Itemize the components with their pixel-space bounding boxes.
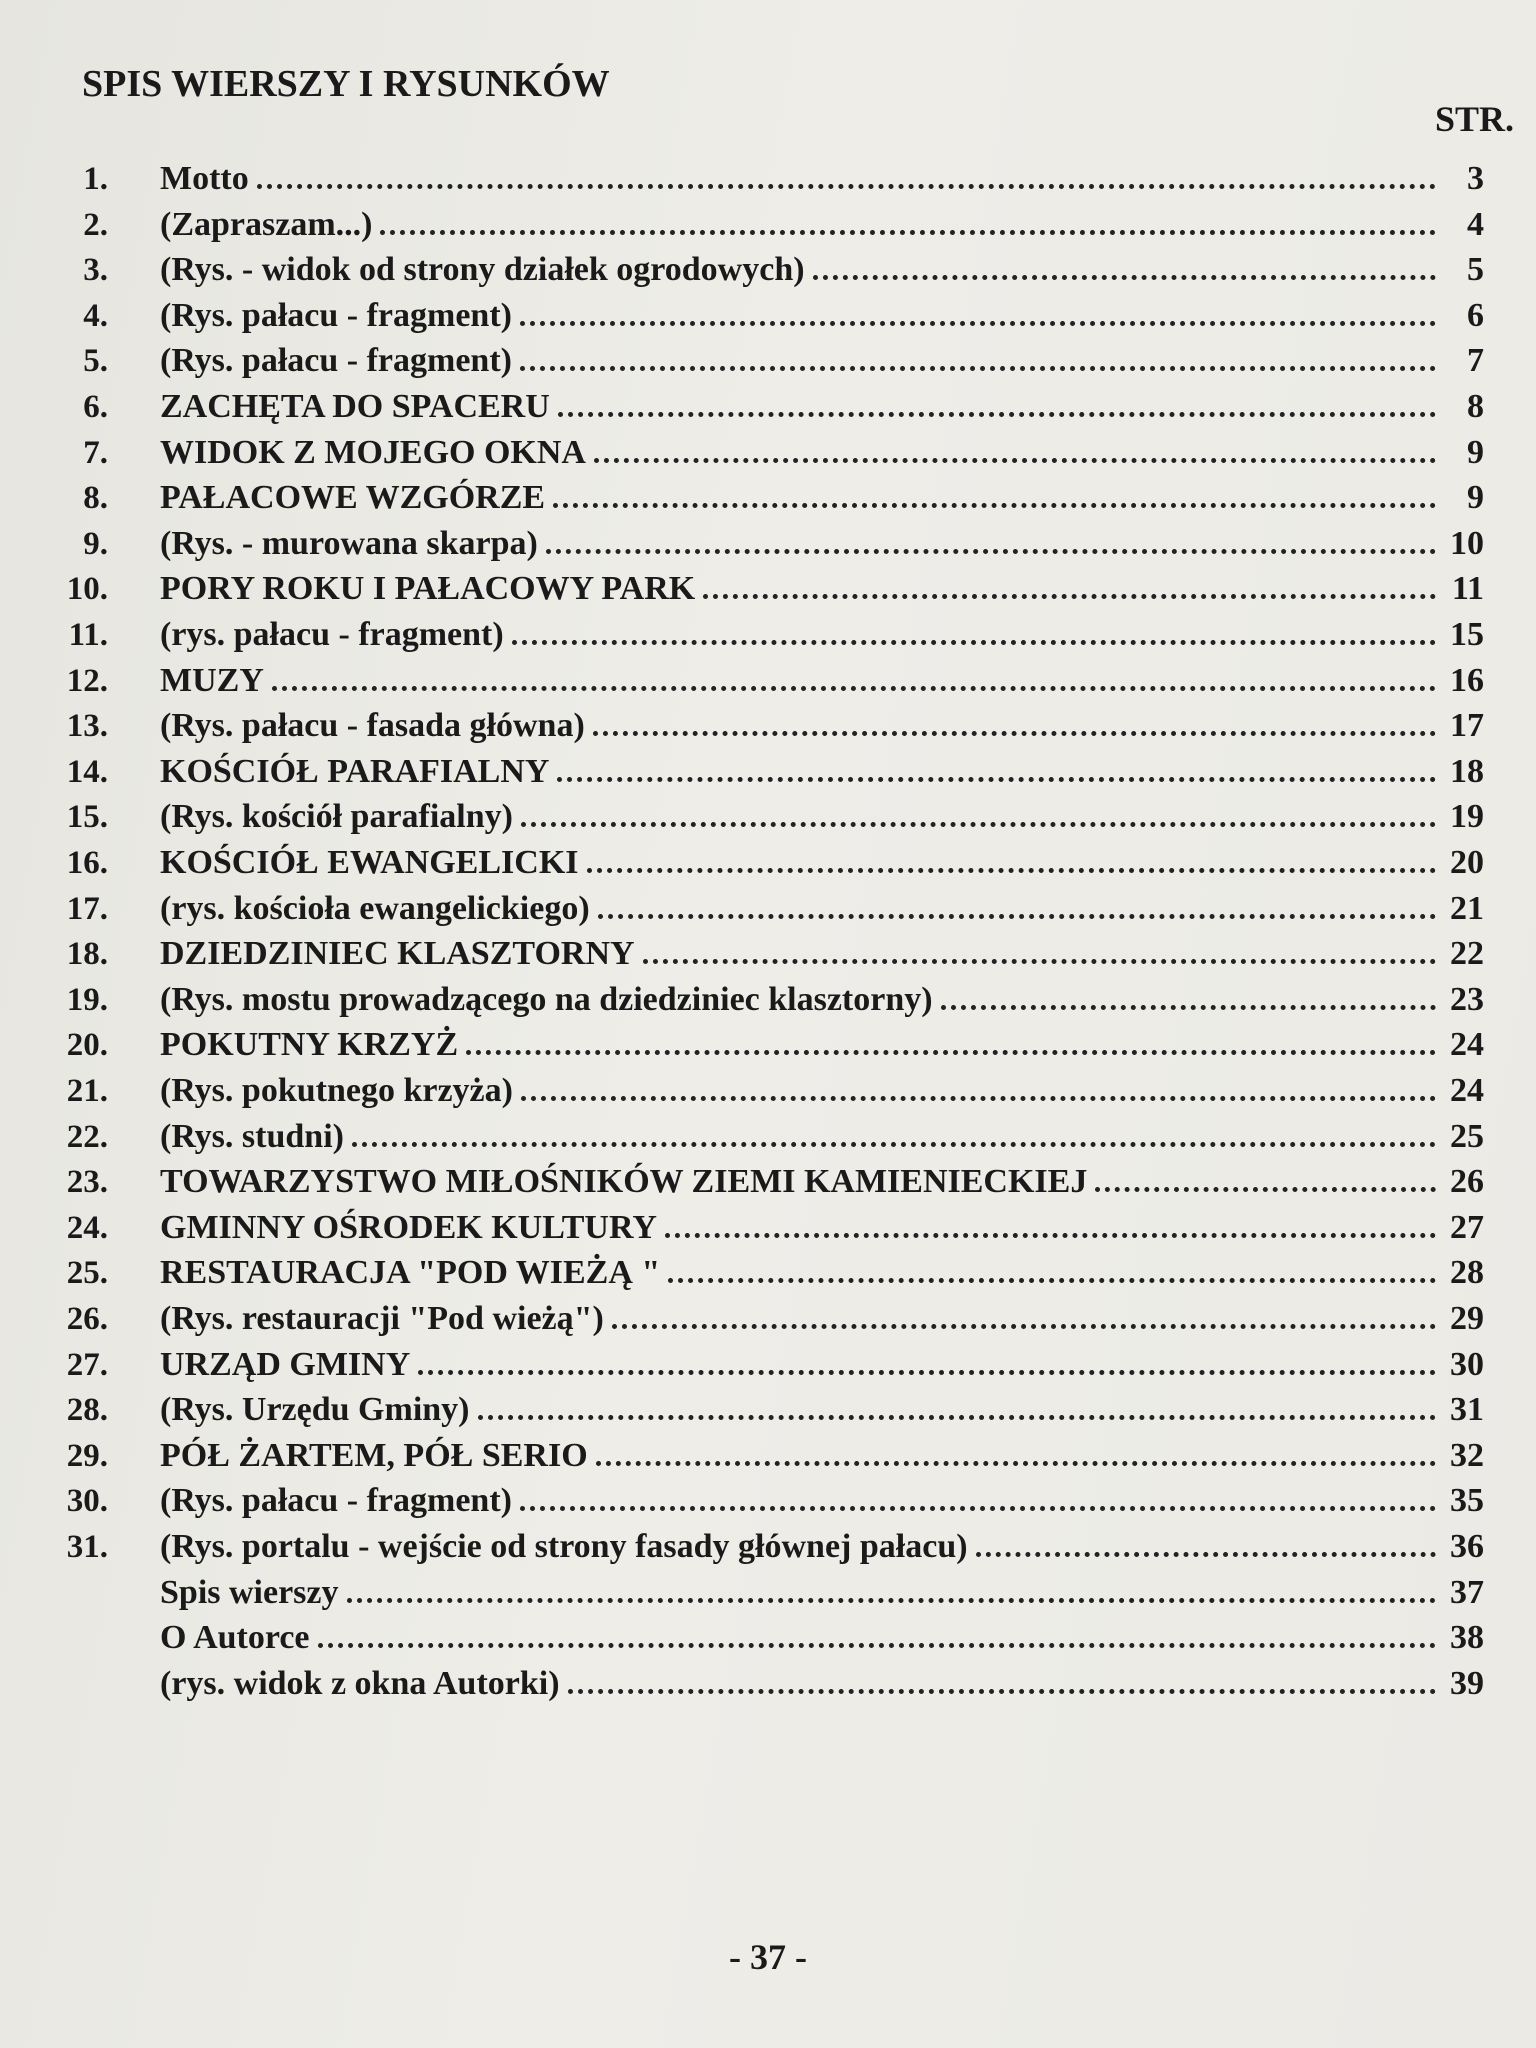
- entry-line: [160, 1661, 1484, 1707]
- entry-number: 25.: [66, 1255, 108, 1292]
- entry-number: 4.: [83, 297, 108, 334]
- toc-entry: [0, 566, 1536, 612]
- toc-entry: [0, 156, 1536, 202]
- entry-title: (Rys. studni): [160, 1117, 344, 1155]
- entry-title: (Rys. kościół parafialny): [160, 798, 513, 836]
- dot-leader: [318, 1643, 1436, 1648]
- entry-page-number: 25: [1450, 1117, 1484, 1155]
- entry-title: KOŚCIÓŁ PARAFIALNY: [160, 752, 550, 790]
- entry-title: (rys. widok z okna Autorki): [160, 1664, 560, 1702]
- toc-entry: [0, 1570, 1536, 1616]
- entry-line: [160, 247, 1484, 293]
- toc-entry: [0, 886, 1536, 932]
- entry-number: 6.: [83, 389, 108, 425]
- entry-line: [160, 1250, 1484, 1296]
- entry-line: [160, 931, 1484, 977]
- entry-number: 15.: [66, 799, 108, 836]
- toc-entry: [0, 1661, 1536, 1707]
- entry-page-number: 32: [1450, 1436, 1484, 1474]
- entry-page-number: 23: [1450, 980, 1484, 1018]
- entry-number: 13.: [66, 708, 108, 745]
- entry-line: [160, 977, 1484, 1023]
- dot-leader: [593, 731, 1436, 736]
- toc-entry: [0, 658, 1536, 704]
- entry-number: 29.: [66, 1437, 108, 1474]
- dot-leader: [665, 1233, 1436, 1238]
- entry-number: 12.: [66, 662, 108, 699]
- toc-entry: [0, 1022, 1536, 1068]
- entry-page-number: 27: [1450, 1208, 1484, 1246]
- toc-entry: [0, 1387, 1536, 1433]
- entry-line: [160, 886, 1484, 932]
- dot-leader: [352, 1142, 1436, 1147]
- entry-number: 22.: [66, 1118, 108, 1155]
- entry-title: (Rys. mostu prowadzącego na dziedziniec klasztorny): [160, 980, 933, 1018]
- dot-leader: [546, 549, 1436, 554]
- entry-title: (rys. kościoła ewangelickiego): [160, 889, 590, 927]
- entry-title: (Rys. portalu - wejście od strony fasady głównej pałacu): [160, 1528, 968, 1565]
- entry-number: 8.: [83, 480, 108, 517]
- entry-page-number: 30: [1450, 1345, 1484, 1383]
- entry-line: [160, 840, 1484, 886]
- entry-title: (Rys. pokutnego krzyża): [160, 1072, 513, 1109]
- entry-line: [160, 1570, 1484, 1616]
- dot-leader: [520, 321, 1436, 326]
- entry-page-number: 19: [1450, 798, 1484, 836]
- entry-number: 20.: [66, 1027, 108, 1064]
- dot-leader: [418, 1370, 1436, 1375]
- entry-title: TOWARZYSTWO MIŁOŚNIKÓW ZIEMI KAMIENIECKIEJ: [160, 1163, 1088, 1201]
- dot-leader: [596, 1461, 1436, 1466]
- entry-number: 5.: [83, 343, 108, 380]
- entry-page-number: 37: [1450, 1573, 1484, 1611]
- entry-number: 17.: [66, 890, 108, 927]
- entry-line: [160, 1114, 1484, 1160]
- dot-leader: [466, 1050, 1436, 1055]
- entry-page-number: 5: [1467, 251, 1484, 289]
- entry-title: (Zapraszam...): [160, 205, 373, 243]
- entry-number: 10.: [66, 571, 108, 608]
- entry-title: PORY ROKU I PAŁACOWY PARK: [160, 570, 696, 608]
- dot-leader: [380, 230, 1436, 235]
- toc-entry: [0, 1296, 1536, 1342]
- entry-line: [160, 749, 1484, 795]
- entry-title: ZACHĘTA DO SPACERU: [160, 388, 550, 425]
- entry-title: DZIEDZINIEC KLASZTORNY: [160, 935, 635, 973]
- toc-entry: [0, 1478, 1536, 1524]
- toc-entry: [0, 703, 1536, 749]
- entry-page-number: 29: [1450, 1300, 1484, 1337]
- entry-line: [160, 338, 1484, 384]
- entry-page-number: 6: [1467, 296, 1484, 334]
- entry-line: [160, 202, 1484, 248]
- entry-title: Spis wierszy: [160, 1573, 339, 1611]
- entry-number: 1.: [83, 161, 108, 197]
- entry-page-number: 39: [1450, 1664, 1484, 1702]
- entry-page-number: 38: [1450, 1619, 1484, 1657]
- entry-number: 27.: [66, 1346, 108, 1383]
- entry-line: [160, 1615, 1484, 1661]
- entry-page-number: 9: [1467, 433, 1484, 471]
- entry-number: 23.: [66, 1164, 108, 1201]
- dot-leader: [478, 1415, 1436, 1420]
- entry-page-number: 4: [1467, 205, 1484, 243]
- toc-entry: [0, 1205, 1536, 1251]
- entry-title: (Rys. Urzędu Gminy): [160, 1391, 470, 1429]
- entry-line: [160, 703, 1484, 749]
- entry-line: [160, 1478, 1484, 1524]
- entry-page-number: 17: [1450, 707, 1484, 745]
- entry-number: 26.: [66, 1301, 108, 1337]
- dot-leader: [643, 959, 1436, 964]
- entry-page-number: 20: [1450, 844, 1484, 881]
- dot-leader: [1095, 1187, 1436, 1192]
- entry-line: [160, 1433, 1484, 1479]
- dot-leader: [520, 366, 1436, 371]
- entry-page-number: 35: [1450, 1482, 1484, 1520]
- entry-title: URZĄD GMINY: [160, 1345, 411, 1383]
- entry-line: [160, 1022, 1484, 1068]
- entry-line: [160, 156, 1484, 202]
- entry-line: [160, 1387, 1484, 1433]
- entry-line: [160, 1342, 1484, 1388]
- toc-entry: [0, 202, 1536, 248]
- entry-line: [160, 1296, 1484, 1342]
- entry-title: RESTAURACJA "POD WIEŻĄ ": [160, 1254, 661, 1292]
- entry-title: PÓŁ ŻARTEM, PÓŁ SERIO: [160, 1436, 588, 1474]
- toc-entry: [0, 338, 1536, 384]
- entry-page-number: 8: [1467, 388, 1484, 425]
- toc-entry: [0, 977, 1536, 1023]
- entry-page-number: 31: [1450, 1391, 1484, 1429]
- entry-number: 24.: [66, 1209, 108, 1246]
- dot-leader: [941, 1005, 1436, 1010]
- entry-page-number: 22: [1450, 935, 1484, 973]
- entry-title: GMINNY OŚRODEK KULTURY: [160, 1208, 657, 1246]
- entry-line: [160, 1159, 1484, 1205]
- dot-leader: [558, 412, 1436, 417]
- entry-title: (Rys. pałacu - fragment): [160, 1482, 512, 1520]
- entry-page-number: 28: [1450, 1254, 1484, 1292]
- toc-entry: [0, 1159, 1536, 1205]
- entry-number: 21.: [66, 1073, 108, 1109]
- entry-title: (Rys. pałacu - fasada główna): [160, 707, 585, 745]
- entry-line: [160, 658, 1484, 704]
- dot-leader: [813, 275, 1436, 280]
- entry-line: [160, 612, 1484, 658]
- toc-entry: [0, 521, 1536, 567]
- toc-entry: [0, 1615, 1536, 1661]
- entry-number: 30.: [66, 1483, 108, 1520]
- toc-entry: [0, 1524, 1536, 1570]
- dot-leader: [521, 1096, 1436, 1101]
- toc-entry: [0, 1250, 1536, 1296]
- dot-leader: [587, 868, 1437, 873]
- entry-title: POKUTNY KRZYŻ: [160, 1026, 459, 1064]
- entry-number: 11.: [68, 617, 108, 653]
- toc-entry: [0, 1068, 1536, 1114]
- dot-leader: [557, 777, 1436, 782]
- entry-title: PAŁACOWE WZGÓRZE: [160, 479, 546, 517]
- dot-leader: [521, 822, 1436, 827]
- entry-title: Motto: [160, 160, 249, 197]
- dot-leader: [598, 914, 1436, 919]
- entry-page-number: 7: [1467, 342, 1484, 380]
- entry-line: [160, 794, 1484, 840]
- toc-entry: [0, 475, 1536, 521]
- dot-leader: [668, 1278, 1436, 1283]
- entry-page-number: 10: [1450, 524, 1484, 562]
- document-title: SPIS WIERSZY I RYSUNKÓW: [82, 63, 610, 105]
- entry-line: [160, 1524, 1484, 1570]
- entry-number: 16.: [66, 845, 108, 881]
- entry-title: (Rys. - murowana skarpa): [160, 524, 538, 562]
- entry-title: O Autorce: [160, 1619, 310, 1657]
- entry-number: 28.: [66, 1392, 108, 1429]
- entry-page-number: 11: [1451, 570, 1484, 608]
- entry-page-number: 21: [1450, 889, 1484, 927]
- entry-number: 3.: [83, 252, 108, 289]
- toc-entry: [0, 293, 1536, 339]
- entry-page-number: 16: [1450, 661, 1484, 699]
- toc-entry: [0, 1114, 1536, 1160]
- entry-page-number: 24: [1450, 1026, 1484, 1064]
- entry-number: 2.: [83, 206, 108, 243]
- dot-leader: [553, 503, 1436, 508]
- entry-number: 31.: [66, 1529, 108, 1565]
- entry-title: MUZY: [160, 661, 264, 699]
- toc-entry: [0, 794, 1536, 840]
- page-footer: - 37 -: [729, 1937, 807, 1977]
- entry-page-number: 9: [1467, 479, 1484, 517]
- dot-leader: [976, 1552, 1436, 1557]
- toc-entry: [0, 612, 1536, 658]
- entry-title: (Rys. - widok od strony działek ogrodowych): [160, 251, 805, 289]
- entry-line: [160, 475, 1484, 521]
- entry-number: 9.: [83, 525, 108, 562]
- entry-number: 7.: [83, 434, 108, 471]
- entry-page-number: 26: [1450, 1163, 1484, 1201]
- entry-line: [160, 566, 1484, 612]
- dot-leader: [594, 458, 1436, 463]
- entry-line: [160, 430, 1484, 476]
- entry-line: [160, 384, 1484, 430]
- entry-title: WIDOK Z MOJEGO OKNA: [160, 433, 586, 471]
- entry-title: KOŚCIÓŁ EWANGELICKI: [160, 844, 579, 881]
- toc-entry: [0, 1342, 1536, 1388]
- entry-line: [160, 293, 1484, 339]
- entry-title: (Rys. pałacu - fragment): [160, 296, 512, 334]
- entry-title: (Rys. pałacu - fragment): [160, 342, 512, 380]
- entry-page-number: 15: [1450, 616, 1484, 653]
- dot-leader: [612, 1324, 1436, 1329]
- entry-title: (Rys. restauracji "Pod wieżą"): [160, 1300, 604, 1337]
- entry-number: 14.: [66, 753, 108, 790]
- entry-number: 19.: [66, 981, 108, 1018]
- dot-leader: [347, 1598, 1437, 1603]
- entry-page-number: 18: [1450, 752, 1484, 790]
- toc-entry: [0, 247, 1536, 293]
- entry-page-number: 24: [1450, 1072, 1484, 1109]
- toc-entry: [0, 749, 1536, 795]
- entry-line: [160, 521, 1484, 567]
- dot-leader: [568, 1689, 1436, 1694]
- entry-number: 18.: [66, 936, 108, 973]
- toc-entry: [0, 931, 1536, 977]
- page-column-label: STR.: [1434, 99, 1514, 139]
- toc-entry: [0, 1433, 1536, 1479]
- entry-page-number: 3: [1467, 160, 1484, 197]
- entry-title: (rys. pałacu - fragment): [160, 616, 504, 653]
- toc-entry: [0, 384, 1536, 430]
- dot-leader: [272, 686, 1436, 691]
- dot-leader: [512, 640, 1436, 645]
- toc-entry: [0, 840, 1536, 886]
- dot-leader: [520, 1506, 1436, 1511]
- dot-leader: [257, 184, 1436, 189]
- entry-page-number: 36: [1450, 1528, 1484, 1565]
- entry-line: [160, 1068, 1484, 1114]
- entry-line: [160, 1205, 1484, 1251]
- dot-leader: [703, 594, 1436, 599]
- toc-entry: [0, 430, 1536, 476]
